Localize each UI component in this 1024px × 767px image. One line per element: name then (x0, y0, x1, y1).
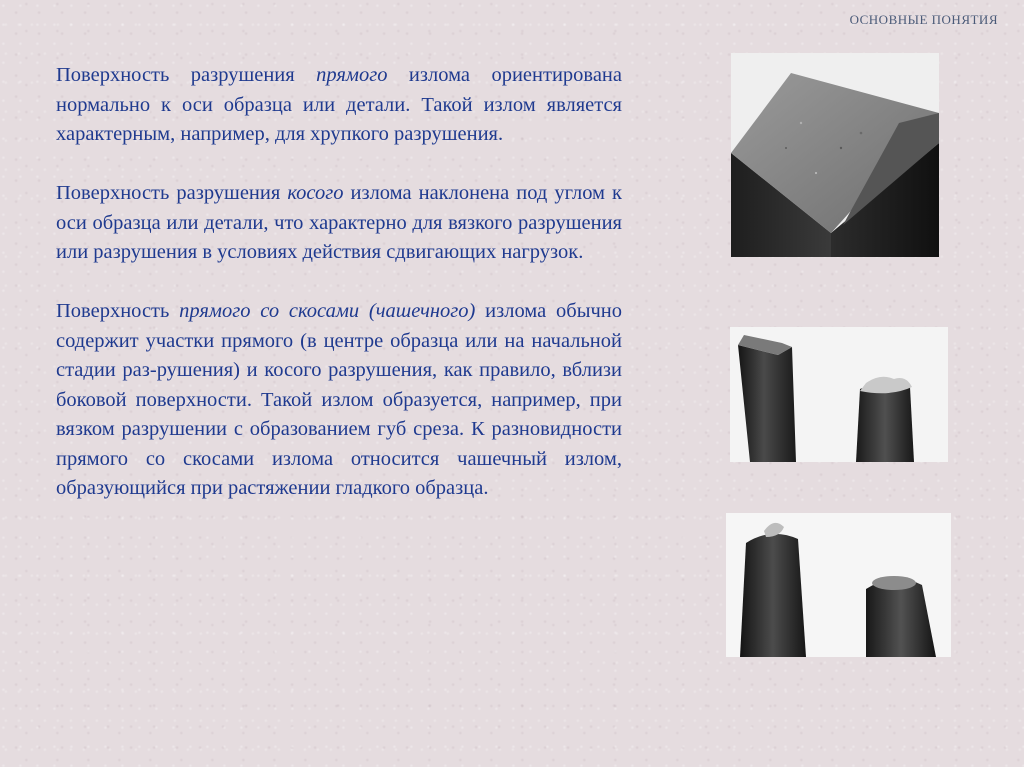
paragraph-text-end: излома ориентирована нормально к оси образца или детали. Такой излом является характерным, например, для хрупкого разрушения. (56, 64, 622, 145)
cup-fracture-photo (726, 513, 951, 657)
text-column (56, 61, 622, 533)
paragraph-text-start: Поверхность (56, 300, 180, 322)
paragraph-straight-fracture (56, 61, 622, 150)
paragraph-emphasis: прямого (316, 64, 388, 86)
paragraph-emphasis: прямого со скосами (чашечного) (179, 300, 476, 322)
paragraph-text-start: Поверхность разрушения (56, 182, 288, 204)
oblique-fracture-photo (730, 327, 948, 462)
paragraph-emphasis: косого (287, 182, 344, 204)
section-title: ОСНОВНЫЕ ПОНЯТИЯ (849, 12, 998, 27)
paragraph-oblique-fracture (56, 179, 622, 268)
paragraph-text-end: излома обычно содержит участки прямого (в центре образца или на начальной стадии раз-рушения) и косого разрушения, как правило, вблизи боковой поверхности. Такой излом образуется, например, при вязком разрушении с образованием губ среза. К разновидности прямого со скосами излома относится чашечный излом, образующийся при растяжении гладкого образца. (56, 300, 622, 499)
straight-fracture-photo (731, 53, 939, 257)
paragraph-cup-fracture (56, 297, 622, 504)
paragraph-text-start: Поверхность разрушения (56, 64, 317, 86)
paragraph-text-end: излома наклонена под углом к оси образца или детали, что характерно для вязкого разрушения или разрушения в условиях действия сдвигающих нагрузок. (56, 182, 622, 263)
